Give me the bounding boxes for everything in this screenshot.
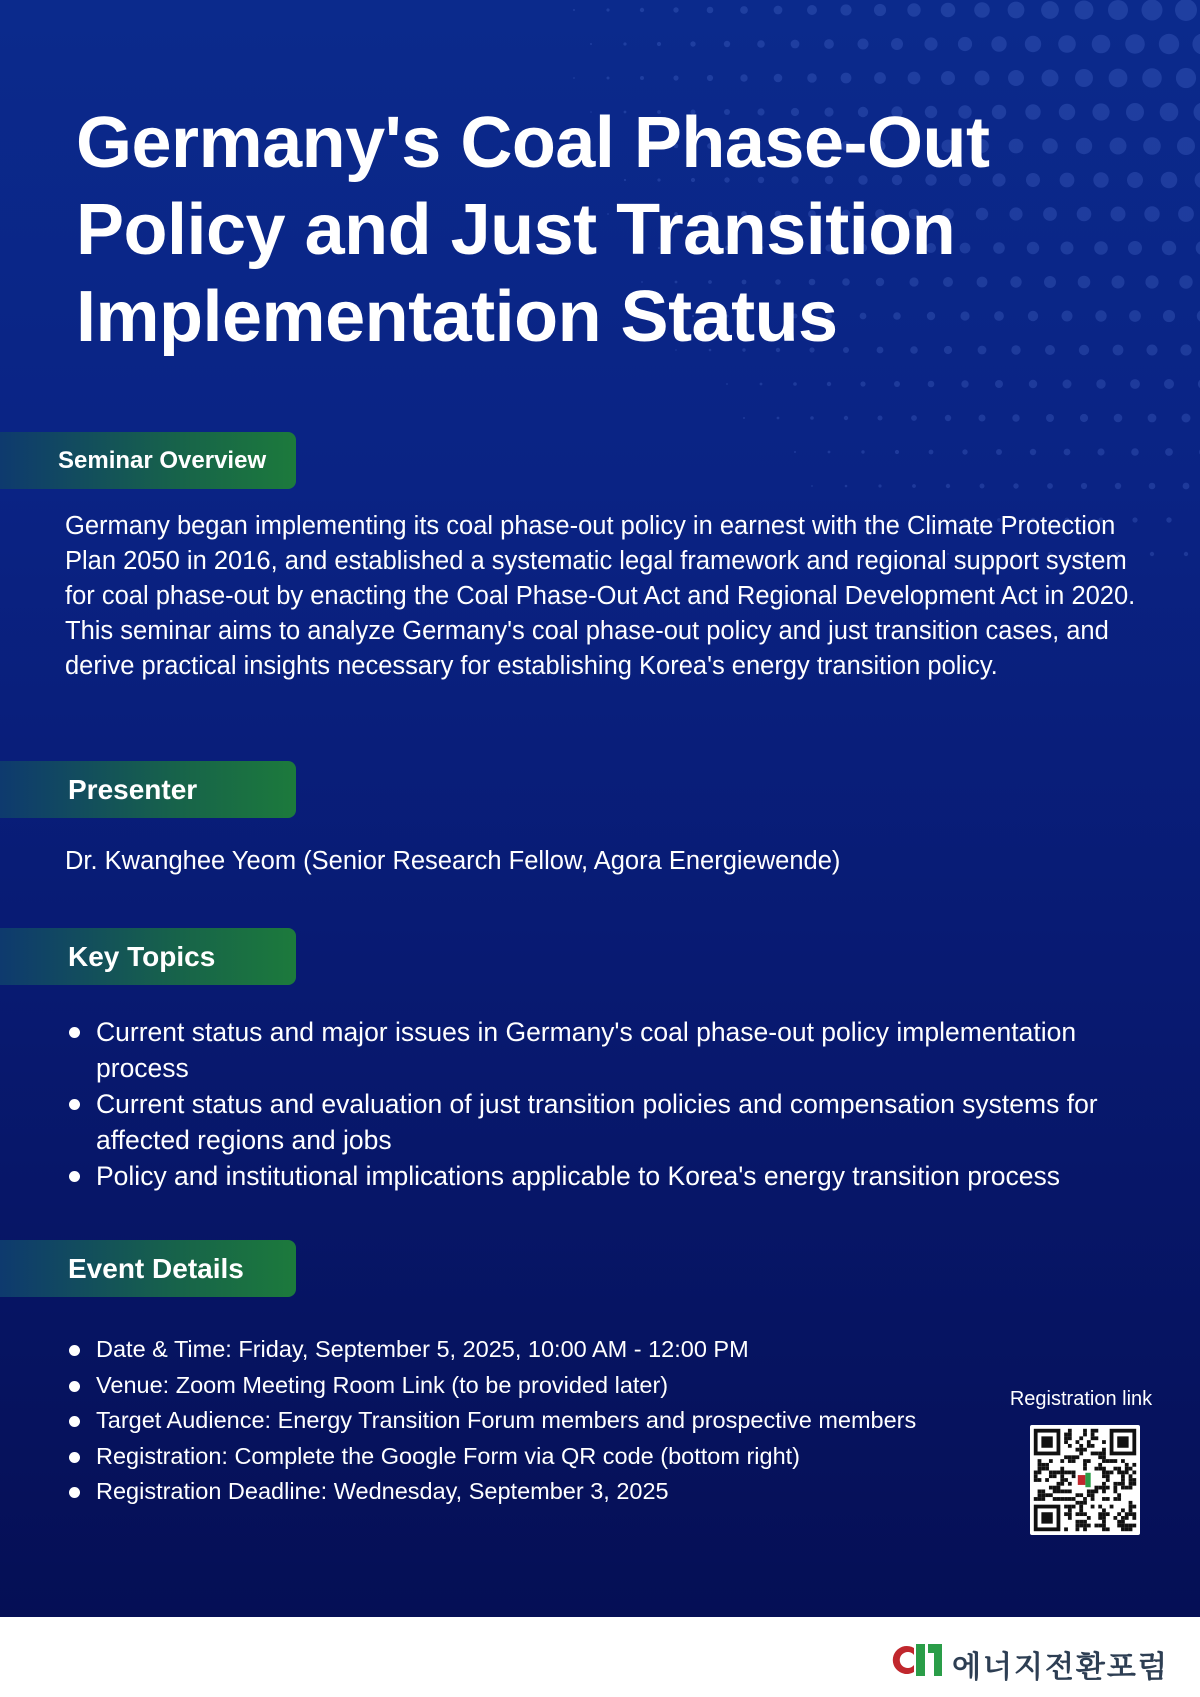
overview-paragraph-2: This seminar aims to analyze Germany's coal phase-out policy and just transition cases, and derive practical insights necessary for establishing Korea's energy transition policy. <box>65 617 1109 680</box>
title-line-2: Policy and Just Transition <box>76 190 956 270</box>
topics-list <box>65 1014 1155 1194</box>
topic-item: Current status and evaluation of just transition policies and compensation systems for affected regions and jobs <box>65 1086 1155 1158</box>
presenter-name: Dr. Kwanghee Yeom (Senior Research Fellow, Agora Energiewende) <box>65 847 841 875</box>
section-tag-details: Event Details <box>0 1240 296 1297</box>
section-tag-presenter: Presenter <box>0 761 296 818</box>
forum-logo-text: 에너지전환포럼 <box>952 1650 1169 1685</box>
topic-item: Policy and institutional implications applicable to Korea's energy transition process <box>65 1158 1155 1194</box>
detail-item-datetime: Date & Time: Friday, September 5, 2025, 10:00 AM - 12:00 PM <box>65 1332 985 1368</box>
detail-item-venue: Venue: Zoom Meeting Room Link (to be provided later) <box>65 1368 985 1404</box>
overview-paragraph-1: Germany began implementing its coal phase-out policy in earnest with the Climate Protection Plan 2050 in 2016, and established a systematic legal framework and regional support system for coal phase-out by enacting the Coal Phase-Out Act and Regional Development Act in 2020. <box>65 512 1136 610</box>
topic-item: Current status and major issues in Germany's coal phase-out policy implementation process <box>65 1014 1155 1086</box>
detail-item-deadline: Registration Deadline: Wednesday, September 3, 2025 <box>65 1474 985 1510</box>
details-list-wrapper <box>65 1332 985 1510</box>
energy-transition-forum-logo-icon <box>888 1640 944 1680</box>
registration-link-label: Registration link <box>1009 1388 1153 1410</box>
section-tag-overview: Seminar Overview <box>0 432 296 489</box>
forum-logo <box>888 1640 1169 1685</box>
qr-code-icon[interactable] <box>1030 1425 1140 1535</box>
topics-list-wrapper <box>65 1014 1155 1194</box>
overview-text <box>65 509 1155 684</box>
title-line-1: Germany's Coal Phase-Out <box>76 103 990 183</box>
detail-item-audience: Target Audience: Energy Transition Forum members and prospective members <box>65 1403 985 1439</box>
page-title <box>76 100 1156 361</box>
section-tag-topics: Key Topics <box>0 928 296 985</box>
details-list <box>65 1332 985 1510</box>
title-line-3: Implementation Status <box>76 277 838 357</box>
detail-item-registration: Registration: Complete the Google Form via QR code (bottom right) <box>65 1439 985 1475</box>
